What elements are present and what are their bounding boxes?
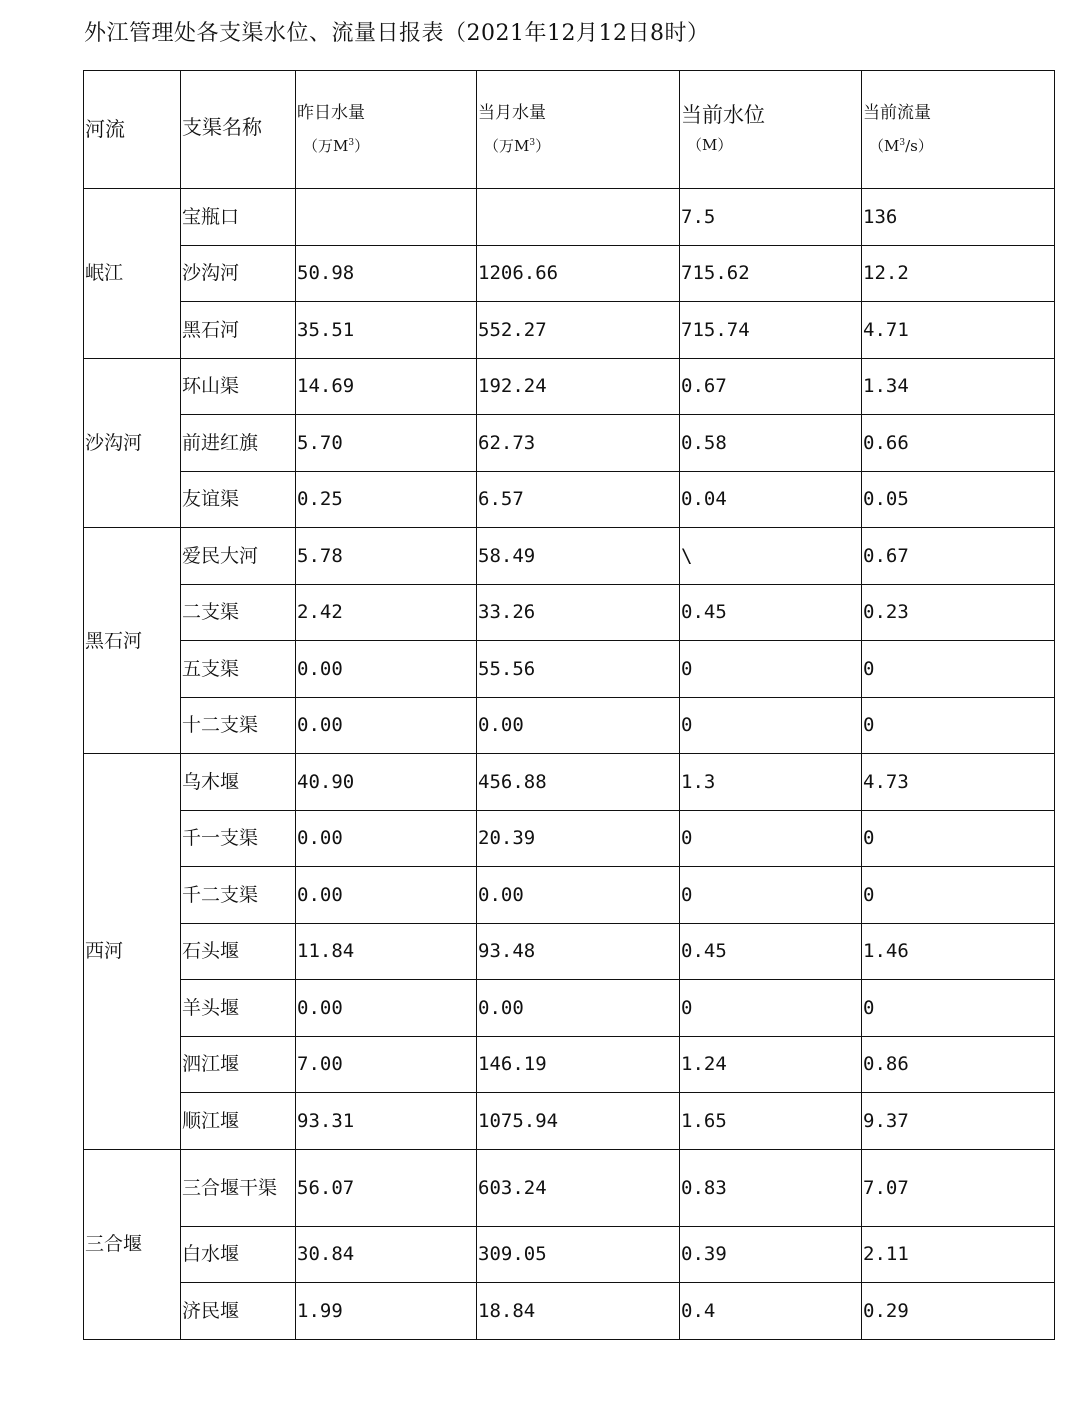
yesterday-cell: 0.25 xyxy=(296,471,477,528)
month-cell xyxy=(477,189,680,246)
level-cell: 0 xyxy=(680,810,862,867)
channel-cell: 济民堰 xyxy=(181,1283,296,1340)
level-cell: 0.67 xyxy=(680,358,862,415)
report-table xyxy=(83,70,1055,1340)
month-cell: 146.19 xyxy=(477,1036,680,1093)
yesterday-cell: 35.51 xyxy=(296,302,477,359)
channel-cell: 十二支渠 xyxy=(181,697,296,754)
channel-cell: 环山渠 xyxy=(181,358,296,415)
table-row xyxy=(84,1149,1055,1226)
table-row xyxy=(84,1036,1055,1093)
yesterday-cell: 0.00 xyxy=(296,980,477,1037)
level-cell: 715.62 xyxy=(680,245,862,302)
table-row xyxy=(84,923,1055,980)
month-cell: 192.24 xyxy=(477,358,680,415)
flow-cell: 0 xyxy=(862,867,1055,924)
table-row xyxy=(84,528,1055,585)
channel-cell: 沙沟河 xyxy=(181,245,296,302)
table-row xyxy=(84,471,1055,528)
yesterday-cell: 0.00 xyxy=(296,867,477,924)
channel-cell: 千一支渠 xyxy=(181,810,296,867)
table-row xyxy=(84,867,1055,924)
river-cell: 西河 xyxy=(84,754,181,1150)
header-level: 当前水位 （M） xyxy=(680,71,862,189)
header-channel: 支渠名称 xyxy=(181,71,296,189)
table-row xyxy=(84,415,1055,472)
channel-cell: 爱民大河 xyxy=(181,528,296,585)
yesterday-cell: 40.90 xyxy=(296,754,477,811)
flow-cell: 0.86 xyxy=(862,1036,1055,1093)
flow-cell: 0.23 xyxy=(862,584,1055,641)
flow-cell: 7.07 xyxy=(862,1149,1055,1226)
river-cell: 三合堰 xyxy=(84,1149,181,1339)
table-row xyxy=(84,1226,1055,1283)
yesterday-cell: 2.42 xyxy=(296,584,477,641)
yesterday-cell: 30.84 xyxy=(296,1226,477,1283)
yesterday-cell: 0.00 xyxy=(296,641,477,698)
flow-cell: 1.46 xyxy=(862,923,1055,980)
flow-cell: 12.2 xyxy=(862,245,1055,302)
level-cell: 0.83 xyxy=(680,1149,862,1226)
level-cell: 0.45 xyxy=(680,584,862,641)
month-cell: 456.88 xyxy=(477,754,680,811)
level-cell: 1.3 xyxy=(680,754,862,811)
yesterday-cell xyxy=(296,189,477,246)
channel-cell: 三合堰干渠 xyxy=(181,1149,296,1226)
table-row xyxy=(84,584,1055,641)
month-cell: 1206.66 xyxy=(477,245,680,302)
channel-cell: 黑石河 xyxy=(181,302,296,359)
header-river: 河流 xyxy=(84,71,181,189)
level-cell: 0.45 xyxy=(680,923,862,980)
flow-cell: 0.67 xyxy=(862,528,1055,585)
month-cell: 62.73 xyxy=(477,415,680,472)
month-cell: 6.57 xyxy=(477,471,680,528)
channel-cell: 宝瓶口 xyxy=(181,189,296,246)
level-cell: 0.4 xyxy=(680,1283,862,1340)
yesterday-cell: 0.00 xyxy=(296,697,477,754)
channel-cell: 乌木堰 xyxy=(181,754,296,811)
river-cell: 黑石河 xyxy=(84,528,181,754)
level-cell: 0.04 xyxy=(680,471,862,528)
flow-cell: 136 xyxy=(862,189,1055,246)
month-cell: 0.00 xyxy=(477,980,680,1037)
table-row xyxy=(84,810,1055,867)
report-table-body xyxy=(84,71,1055,1340)
level-cell: 1.65 xyxy=(680,1093,862,1150)
yesterday-cell: 93.31 xyxy=(296,1093,477,1150)
flow-cell: 0 xyxy=(862,641,1055,698)
month-cell: 58.49 xyxy=(477,528,680,585)
flow-cell: 0 xyxy=(862,980,1055,1037)
month-cell: 55.56 xyxy=(477,641,680,698)
level-cell: 0 xyxy=(680,697,862,754)
yesterday-cell: 5.78 xyxy=(296,528,477,585)
header-flow: 当前流量 $(M^3/s)$ xyxy=(862,71,1055,189)
yesterday-cell: 14.69 xyxy=(296,358,477,415)
table-row xyxy=(84,245,1055,302)
river-cell: 岷江 xyxy=(84,189,181,359)
yesterday-cell: 0.00 xyxy=(296,810,477,867)
yesterday-cell: 50.98 xyxy=(296,245,477,302)
month-cell: 309.05 xyxy=(477,1226,680,1283)
channel-cell: 泗江堰 xyxy=(181,1036,296,1093)
level-cell: 0 xyxy=(680,641,862,698)
table-row xyxy=(84,980,1055,1037)
month-cell: 33.26 xyxy=(477,584,680,641)
month-cell: 0.00 xyxy=(477,867,680,924)
flow-cell: 0 xyxy=(862,810,1055,867)
channel-cell: 石头堰 xyxy=(181,923,296,980)
level-cell: 0.58 xyxy=(680,415,862,472)
yesterday-cell: 11.84 xyxy=(296,923,477,980)
flow-cell: 9.37 xyxy=(862,1093,1055,1150)
header-month: 当月水量 （万$M^3$） xyxy=(477,71,680,189)
channel-cell: 白水堰 xyxy=(181,1226,296,1283)
channel-cell: 羊头堰 xyxy=(181,980,296,1037)
table-row xyxy=(84,358,1055,415)
flow-cell: 4.73 xyxy=(862,754,1055,811)
month-cell: 20.39 xyxy=(477,810,680,867)
table-row xyxy=(84,1283,1055,1340)
month-cell: 93.48 xyxy=(477,923,680,980)
level-cell: 0.39 xyxy=(680,1226,862,1283)
level-cell: 0 xyxy=(680,867,862,924)
report-title: 外江管理处各支渠水位、流量日报表（2021年12月12日8时） xyxy=(84,21,710,46)
table-row xyxy=(84,697,1055,754)
table-row xyxy=(84,1093,1055,1150)
level-cell: 1.24 xyxy=(680,1036,862,1093)
channel-cell: 顺江堰 xyxy=(181,1093,296,1150)
flow-cell: 0.05 xyxy=(862,471,1055,528)
month-cell: 1075.94 xyxy=(477,1093,680,1150)
table-row xyxy=(84,754,1055,811)
level-cell: 0 xyxy=(680,980,862,1037)
flow-cell: 0.66 xyxy=(862,415,1055,472)
flow-cell: 0.29 xyxy=(862,1283,1055,1340)
flow-cell: 1.34 xyxy=(862,358,1055,415)
channel-cell: 二支渠 xyxy=(181,584,296,641)
month-cell: 603.24 xyxy=(477,1149,680,1226)
month-cell: 0.00 xyxy=(477,697,680,754)
yesterday-cell: 7.00 xyxy=(296,1036,477,1093)
table-row xyxy=(84,641,1055,698)
level-cell: 7.5 xyxy=(680,189,862,246)
table-row xyxy=(84,302,1055,359)
month-cell: 18.84 xyxy=(477,1283,680,1340)
channel-cell: 千二支渠 xyxy=(181,867,296,924)
channel-cell: 友谊渠 xyxy=(181,471,296,528)
level-cell: \ xyxy=(680,528,862,585)
river-cell: 沙沟河 xyxy=(84,358,181,528)
flow-cell: 4.71 xyxy=(862,302,1055,359)
month-cell: 552.27 xyxy=(477,302,680,359)
level-cell: 715.74 xyxy=(680,302,862,359)
channel-cell: 五支渠 xyxy=(181,641,296,698)
yesterday-cell: 5.70 xyxy=(296,415,477,472)
header-row xyxy=(84,71,1055,189)
header-yesterday: 昨日水量 （万$M^3$） xyxy=(296,71,477,189)
flow-cell: 2.11 xyxy=(862,1226,1055,1283)
yesterday-cell: 56.07 xyxy=(296,1149,477,1226)
flow-cell: 0 xyxy=(862,697,1055,754)
channel-cell: 前进红旗 xyxy=(181,415,296,472)
table-row xyxy=(84,189,1055,246)
yesterday-cell: 1.99 xyxy=(296,1283,477,1340)
